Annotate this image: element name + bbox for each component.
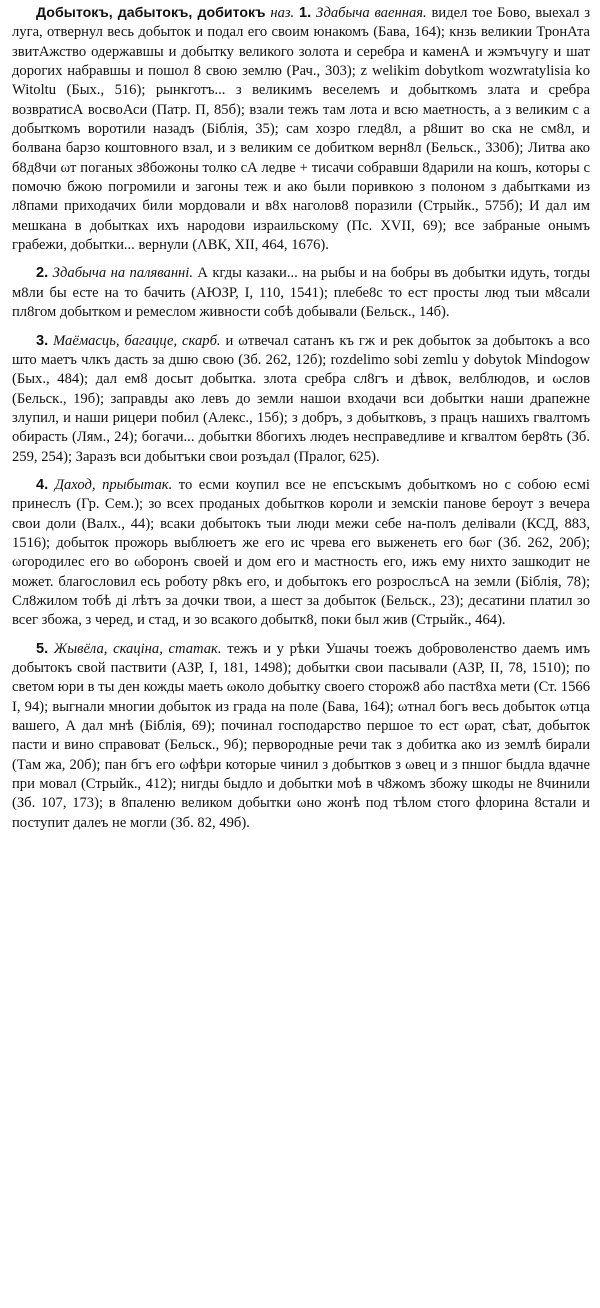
sense-citations: А кгды казаки... на рыбы и на бобры въ добытки идуть, тогды м8ли бы есте на то бачить (АЮЗР, I, 110, 1541); плебе8с то ест просты люд тыи м8сали пл8гом добытком и ремеслом живности собѣ добывали (Бельск., 14б). — [12, 265, 590, 321]
part-of-speech: наз. — [270, 5, 295, 21]
sense-number: 5. — [36, 640, 49, 657]
headword: Добытокъ, дабытокъ, добитокъ — [36, 5, 266, 21]
sense-gloss: Здабыча на паляванні. — [52, 265, 193, 282]
sense-citations: то есми коупил все не епсъскымъ добыткомъ но с собою есмі принеслъ (Гр. Сем.); зо всех проданых добытков короли и земскіи панове бероут з вечера свои доли (Валх., 44); всаки добытокъ тыи люди межи себе на-полъ делівали (КСД, 883, 1516); добыток прожорь выблюетъ же его ис чрева его выженеть его бωг (Зб. 262, 20б); ωгородилес его во ωборонъ своей и дом его и мастность его, ижъ ему нихто зашкодит не может. благословил есь роботу р8къ его, и добытокъ его розрослъсА на земли (Біблія, 78); Сл8жилом тобѣ ді лѣтъ за дочки твои, а шест за добыток (Бельск., 23); десатини платил зо всег збожа, з черед, и стад, и зо всакого добытк8, поки был жив (Стрыйк., 464). — [12, 476, 590, 629]
sense-2 — [12, 264, 590, 322]
sense-gloss: Маёмасць, багацце, скарб. — [53, 332, 221, 349]
sense-4 — [12, 476, 590, 631]
sense-number: 2. — [36, 265, 49, 282]
sense-5 — [12, 640, 590, 833]
sense-gloss: Жывёла, скаціна, статак. — [53, 640, 222, 657]
sense-gloss: Даход, прыбытак. — [54, 476, 173, 493]
sense-3 — [12, 332, 590, 467]
sense-1 — [12, 4, 590, 255]
sense-number: 4. — [36, 476, 49, 493]
sense-number: 1. — [299, 5, 312, 21]
sense-citations: видел тое Бово, выехал з луга, отвернул весь добыток и подал его своим юнакомъ (Бава, 164); кнзь великии ТронАта звитАжство одержавшы и добытку великого золота и серебра и каменА и жэмъчугу и шат дорогих набравшы и пошол 8 свою землю (Рач., 303); z welikim dobytkom wozwratylisia ko Witoltu (Бых., 516); рынкготъ... з великимъ веселемъ и добыткомъ злата и сребра возвратисА восвоАси (Патр. П, 85б); взали тежъ там лота и всю маетность, а з великим с а добыткомъ воротили назадъ (Біблія, 35); сам хозро глед8л, а р8шит во ска не см8л, и болвана барзо коштовного взал, и з великим се добитком верн8л (Бельск., 330б); Литва ако б8д8чи ωт поганых з8божоны толко сА ледве + тисачи собравши 8дарили на кошъ, которы с помочю бжою погромили и загоны теж и ако были поривкою з полоном з дабытками из л8пами приходачих били мордовали и в8х наголов8 поразили (Стрыйк., 575б); И дал им мешкана в добытках ихъ народови израильскому (Пс. XVII, 69); все забраные онымъ грабежи, добытки... вернули (ΛВК, XII, 464, 1676). — [12, 5, 590, 254]
sense-citations: тежъ и у рѣки Ушачы тоежъ доброволенство даемъ имъ добытокъ свой паствити (АЗР, I, 181, 1498); добытки свои пасывали (АЗР, II, 78, 1510); по светом юри в ты ден кожды маеть ωколо добытку своего сторож8 або паст8ха мети (Ст. 1566 I, 94); выгнали многии добыток из града на поле (Бава, 164); ωтнал богъ весь добыток ωтца вашего, А дал мнѣ (Біблія, 69); починал господарство першое то ест ωрат, сѣат, добыток пасти и вино справоват (Бельск., 9б); первородные речи так з добитка ако из землѣ бирали (Там жа, 20б); пан бгъ его ωфѣри которые чинил з добытков з ωвец и з пншог быдла вдачне при мовал (Стрыйк., 412); нигды быдло и добытки моѣ в ч8жомъ збожу шкоды не 8чинили (Зб. 107, 173); в 8паленю великом добытки ωно жонѣ под тѣлом стого флорина 8стали и поступит далеъ не могли (Зб. 82, 49б). — [12, 640, 590, 831]
sense-number: 3. — [36, 332, 49, 349]
sense-citations: и ωтвечал сатанъ къ гж и рек добыток за добытокъ а всо што маетъ члкъ дасть за дшю свою (Зб. 262, 12б); rozdelimo sobi zemlu у dobytok Mindogow (Бых., 484); дал ем8 досыт добытка. злота сребра сл8гъ и дѣвок, велблюдов, и ωслов (Бельск., 19б); заправды ако левъ до земли нашои входачи вси добытки наши драпежне злупил, и наши рицери побил (Алекс., 15б); з добръ, з добытковъ, з працъ нашихъ гвалтомъ обирасть (Лям., 24); богачи... добытки 8богихъ людеъ несправедливе и кгвалтом бер8ть (Зб. 259, 254); Заразъ вси добытъки свои розъдал (Пралог, 625). — [12, 332, 590, 465]
sense-gloss: Здабыча ваенная. — [316, 5, 427, 21]
